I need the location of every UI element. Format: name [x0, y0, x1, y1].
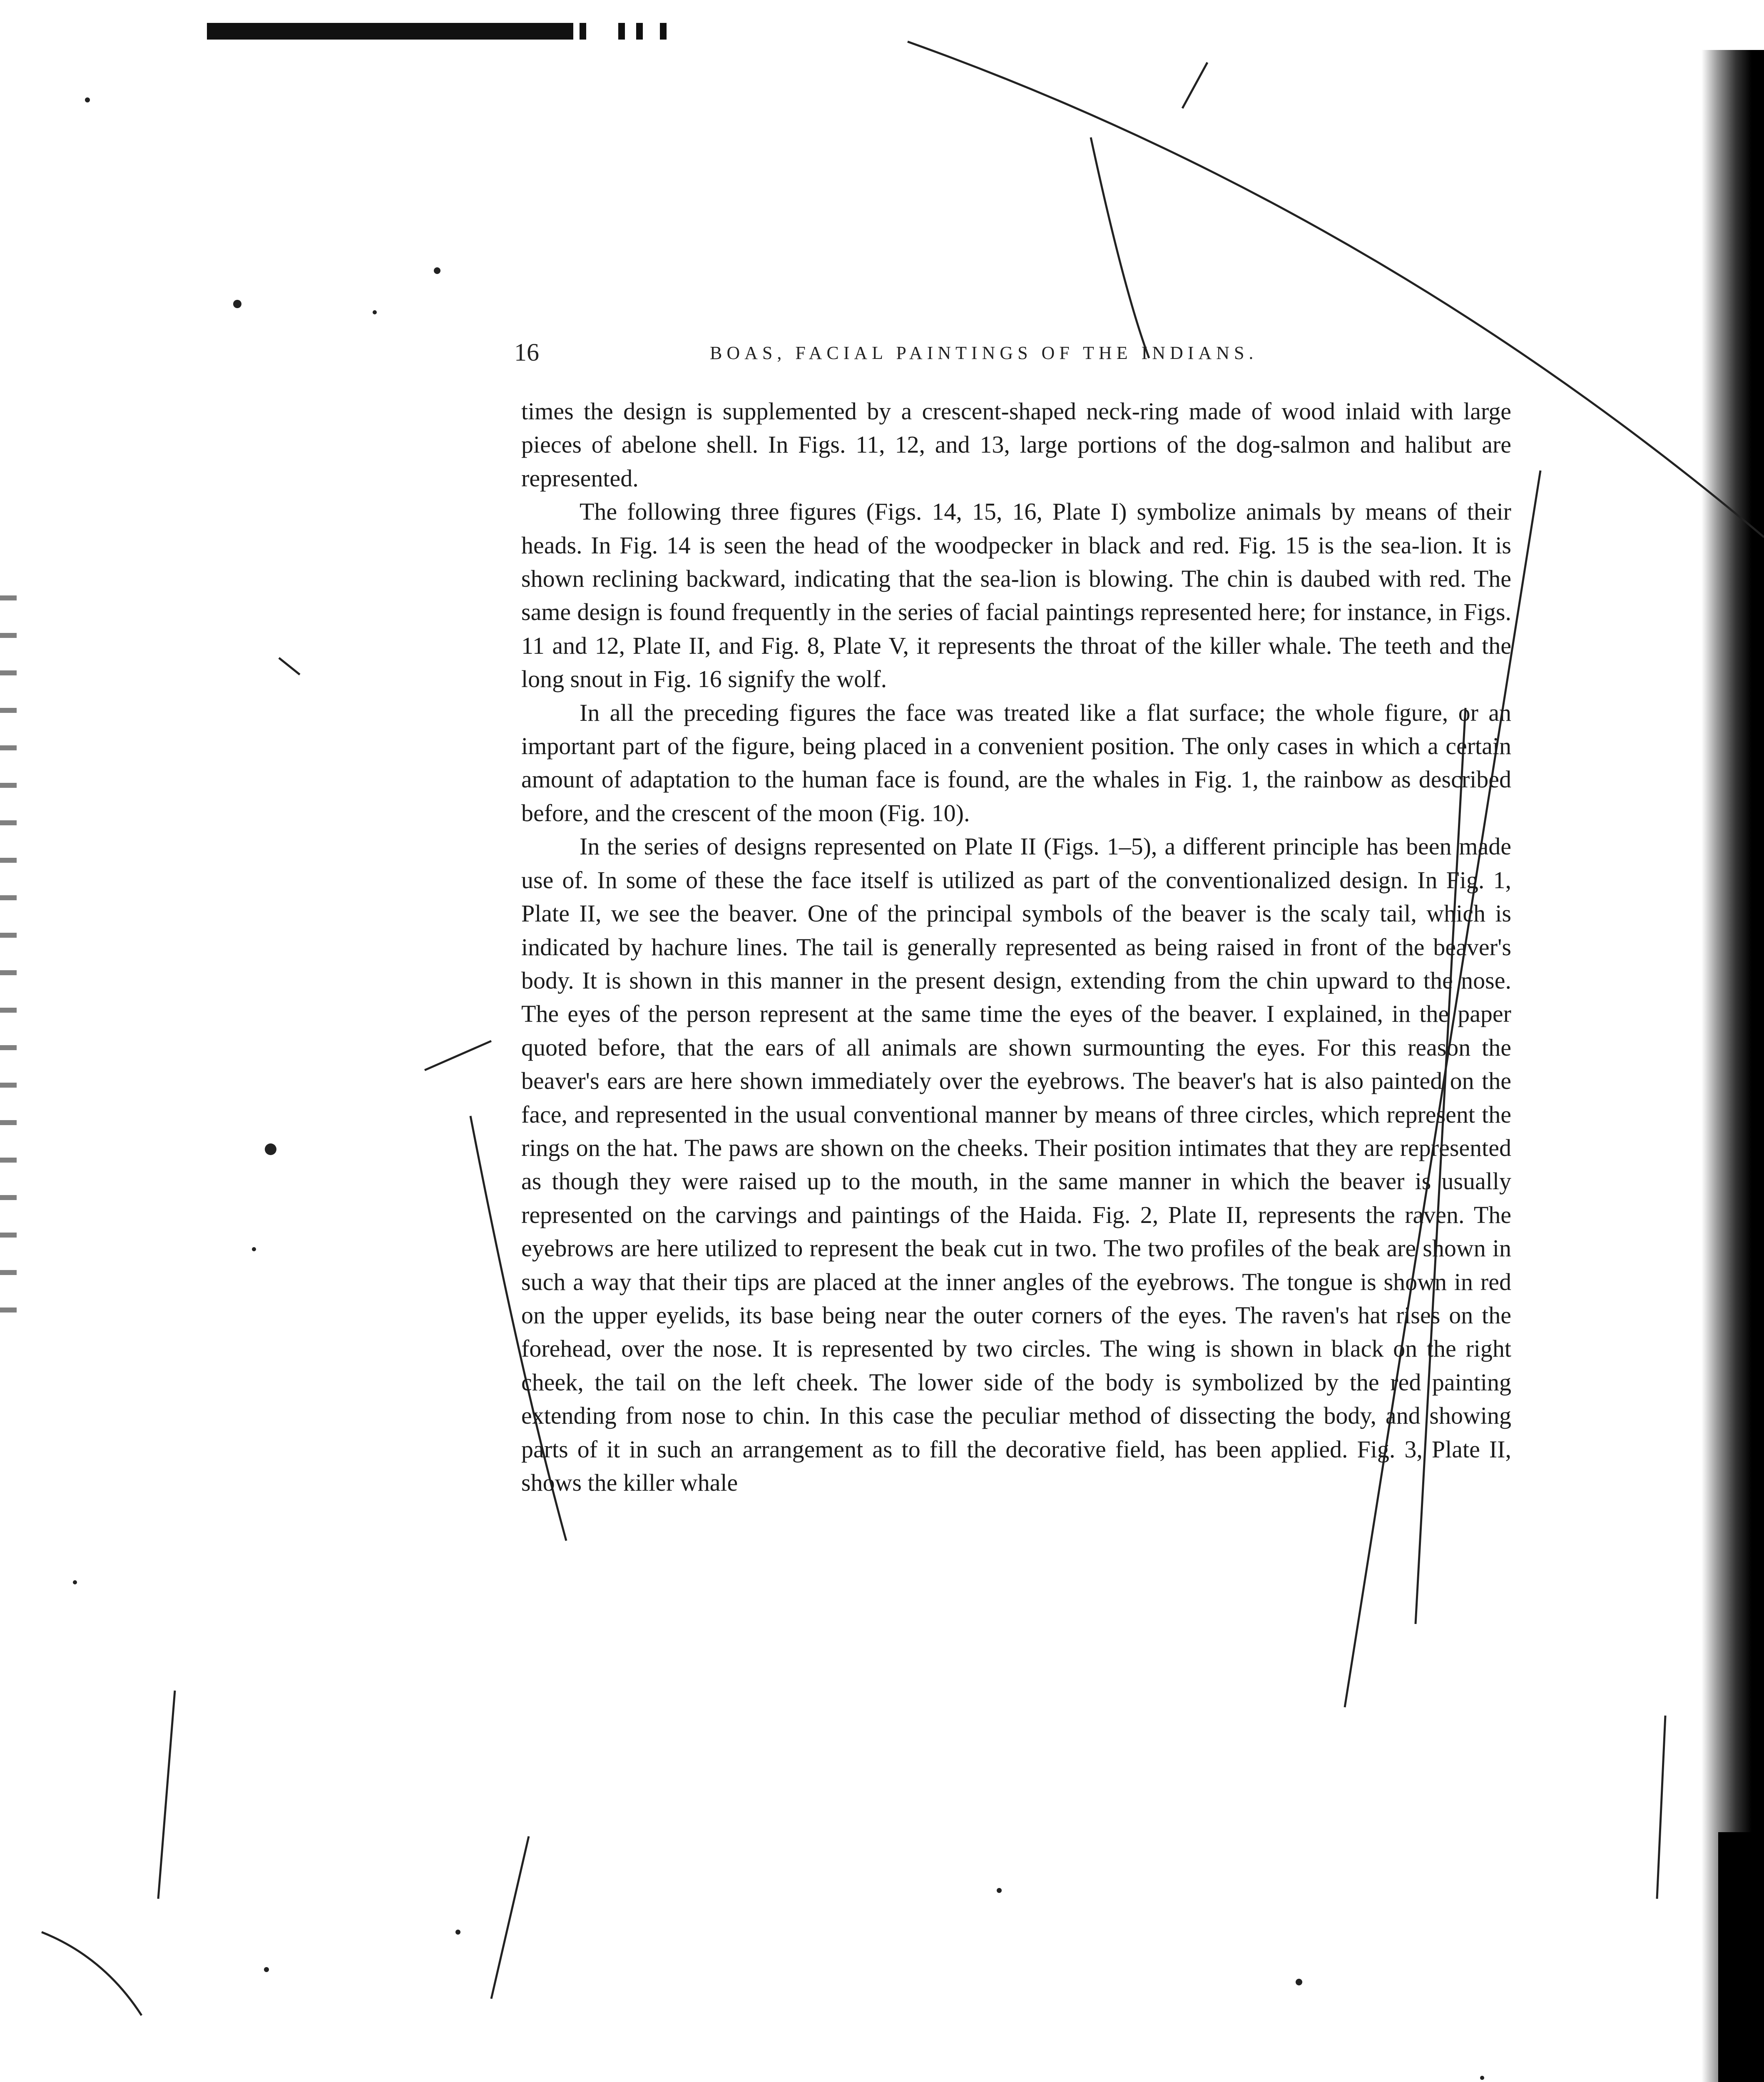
scan-right-edge-shadow — [1718, 1832, 1764, 2082]
paragraph: In all the preceding figures the face was treated like a flat surface; the whole figure, or an important part of the figure, being placed in a convenient position. The only cases in which a certain amount of adaptation to the human face is found, are the whales in Fig. 1, the rainbow as described before, and the crescent of the moon (Fig. 10). — [521, 699, 1511, 827]
scan-bar-mark — [660, 23, 667, 40]
running-head — [514, 338, 1526, 367]
article-body — [521, 395, 1511, 1499]
scan-redaction-bar — [207, 23, 573, 40]
scan-bar-mark — [580, 23, 586, 40]
page-number: 16 — [514, 339, 539, 366]
paragraph: times the design is supplemented by a crescent-shaped neck-ring made of wood inlaid with large pieces of abelone shell. In Figs. 11, 12, and 13, large portions of the dog-salmon and halibut are represented. — [521, 398, 1511, 492]
running-title: BOAS, FACIAL PAINTINGS OF THE INDIANS. — [710, 343, 1258, 363]
scan-bar-mark — [618, 23, 625, 40]
scan-bar-mark — [636, 23, 643, 40]
paragraph: In the series of designs represented on Plate II (Figs. 1–5), a different principle has been made use of. In some of these the face itself is utilized as part of the conventionalized design. In Fig. 1, Plate II, we see the beaver. One of the principal symbols of the beaver is the scaly tail, which is indicated by hachure lines. The tail is generally represented as being raised in front of the beaver's body. It is shown in this manner in the present design, extending from the chin upward to the nose. The eyes of the person represent at the same time the eyes of the beaver. I explained, in the paper quoted before, that the ears of all animals are shown surmounting the eyes. For this reason the beaver's ears are here shown immediately over the eyebrows. The beaver's hat is also painted on the face, and represented in the usual conventional manner by means of three circles, which represent the rings on the hat. The paws are shown on the cheeks. Their position intimates that they are represented as though they were raised up to the mouth, in the same manner in which the beaver is usually represented on the carvings and paintings of the Haida. Fig. 2, Plate II, represents the raven. The eyebrows are here utilized to represent the beak cut in two. The two profiles of the beak are shown in such a way that their tips are placed at the inner angles of the eyebrows. The tongue is shown in red on the upper eyelids, its base being near the outer corners of the eyes. The raven's hat rises on the forehead, over the nose. It is represented by two circles. The wing is shown in black on the right cheek, the tail on the left cheek. The lower side of the body is symbolized by the red painting extending from nose to chin. In this case the peculiar method of dissecting the body, and showing parts of it in such an arrangement as to fill the decorative field, has been applied. Fig. 3, Plate II, shows the killer whale — [521, 833, 1511, 1496]
scan-left-edge — [0, 583, 17, 1332]
scan-right-edge — [1702, 50, 1764, 2082]
paragraph: The following three figures (Figs. 14, 15, 16, Plate I) symbolize animals by means of their heads. In Fig. 14 is seen the head of the woodpecker in black and red. Fig. 15 is the sea-lion. It is shown reclining backward, indicating that the sea-lion is blowing. The chin is daubed with red. The same design is found frequently in the series of facial paintings represented here; for instance, in Figs. 11 and 12, Plate II, and Fig. 8, Plate V, it represents the throat of the killer whale. The teeth and the long snout in Fig. 16 signify the wolf. — [521, 498, 1511, 693]
